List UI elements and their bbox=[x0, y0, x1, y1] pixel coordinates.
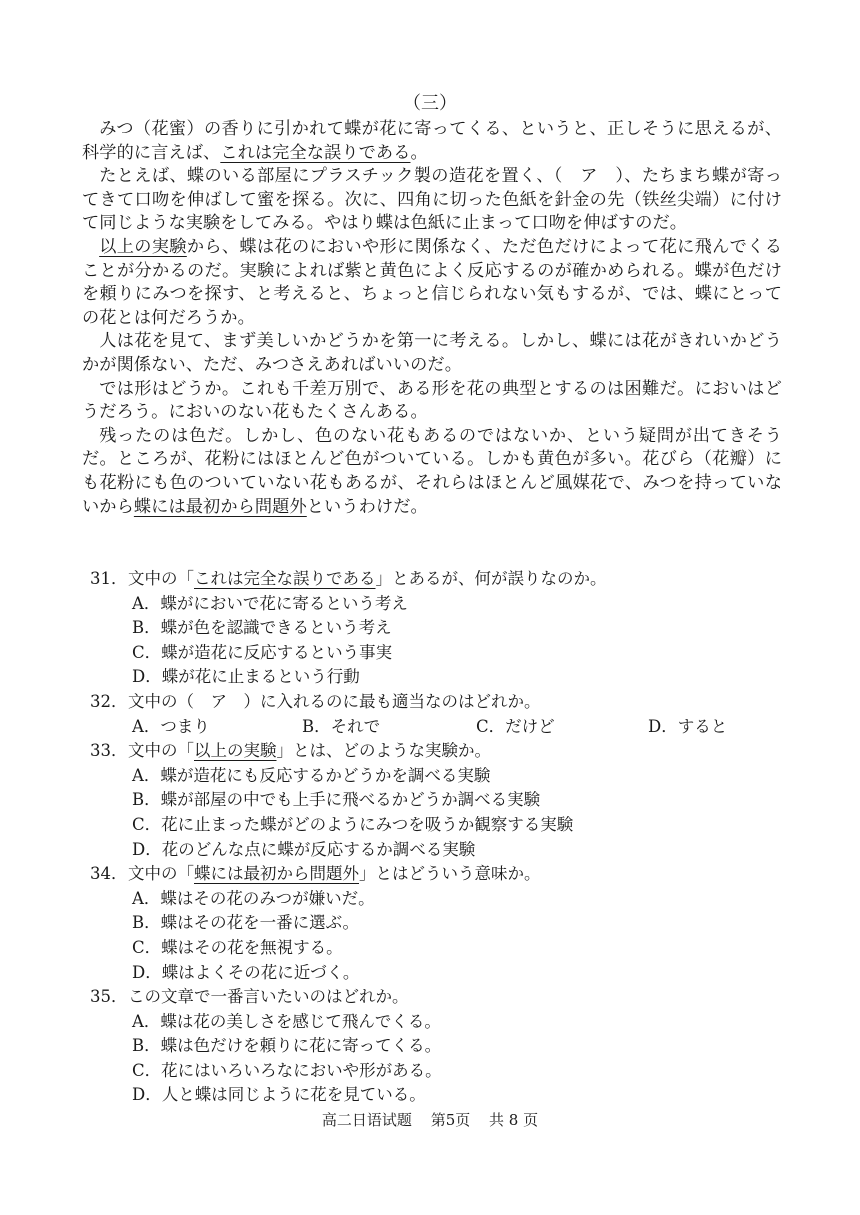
option-row bbox=[90, 715, 770, 740]
exam-name: 高二日语试题 bbox=[321, 1111, 412, 1129]
question-number: 33． bbox=[90, 741, 128, 761]
passage-text: 。 bbox=[410, 142, 428, 163]
question-stem bbox=[90, 739, 770, 764]
passage-text: から、蝶は花のにおいや形に関係なく、ただ色だけによって花に飛んでくることが分かるのだ。実験によれば紫と黄色によく反応するのが確かめられる。蝶が色だけを頼りにみつを探す、と考えると、ちょっと信じられない気もするが、では、蝶にとっての花とは何だろうか。 bbox=[82, 236, 782, 328]
option-c[interactable]: C．花に止まった蝶がどのようにみつを吸うか観察する実験 bbox=[132, 814, 574, 834]
question-number: 35． bbox=[90, 987, 128, 1007]
section-title: （三） bbox=[403, 93, 457, 114]
option-b[interactable]: B．蝶が色を認識できるという考え bbox=[132, 618, 392, 638]
option-b[interactable]: B．蝶はその花を一番に選ぶ。 bbox=[132, 913, 359, 933]
passage-paragraph-4: 人は花を見て、まず美しいかどうかを第一に考える。しかし、蝶には花がきれいかどうかが関係ない、ただ、みつさえあればいいのだ。 bbox=[82, 331, 782, 375]
question-text: 文中の「 bbox=[128, 864, 194, 884]
question-list bbox=[90, 567, 770, 1108]
passage-paragraph-2: たとえば、蝶のいる部屋にプラスチック製の造花を置く、（ ア ）、たちまち蝶が寄ってきて口吻を伸ばして蜜を探る。次に、四角に切った色紙を針金の先（铁丝尖端）に付けて同じような実験をしてみる。やはり蝶は色紙に止まって口吻を伸ばすのだ。 bbox=[82, 166, 782, 234]
question-stem bbox=[90, 690, 770, 715]
option-b[interactable]: B．蝶は色だけを頼りに花に寄ってくる。 bbox=[132, 1036, 442, 1056]
question-text: 」とはどういう意味か。 bbox=[359, 864, 541, 884]
question-33 bbox=[90, 739, 770, 862]
passage-paragraph-3 bbox=[82, 236, 782, 330]
page-number: 第5页 bbox=[430, 1111, 471, 1129]
passage-text: 残ったのは色だ。しかし、色のない花もあるのではないか、という疑問が出てきそうだ。ところが、花粉にはほとんど色がついている。しかも黄色が多い。花びら（花瓣）にも花粉にも色のついていない花もあるが、それらはほとんど風媒花で、みつを持っていないから bbox=[82, 425, 782, 517]
question-number: 32． bbox=[90, 691, 128, 711]
question-number: 34． bbox=[90, 864, 128, 884]
question-stem bbox=[90, 985, 770, 1010]
option-a[interactable]: A．蝶はその花のみつが嫌いだ。 bbox=[132, 888, 375, 908]
option-a[interactable]: A．蝶が造花にも反応するかどうかを調べる実験 bbox=[132, 765, 491, 785]
option-c[interactable]: C．花にはいろいろなにおいや形がある。 bbox=[132, 1060, 442, 1080]
question-stem bbox=[90, 567, 770, 592]
question-35 bbox=[90, 985, 770, 1108]
underlined-phrase: 以上の実験 bbox=[99, 236, 187, 257]
question-text: 文中の「 bbox=[128, 741, 194, 761]
underlined-phrase: これは完全な誤りである bbox=[220, 142, 411, 163]
page-footer bbox=[0, 1110, 860, 1130]
option-c[interactable]: C．蝶が造花に反応するという事実 bbox=[132, 642, 393, 662]
question-text: 文中の（ ア ）に入れるのに最も適当なのはどれか。 bbox=[128, 691, 541, 711]
question-text: 」とは、どのような実験か。 bbox=[276, 741, 491, 761]
underlined-phrase: 蝶には最初から問題外 bbox=[194, 864, 359, 884]
question-34 bbox=[90, 862, 770, 985]
option-c[interactable]: C．蝶はその花を無視する。 bbox=[132, 937, 343, 957]
option-a[interactable]: A．つまり bbox=[132, 716, 210, 736]
underlined-phrase: これは完全な誤りである bbox=[194, 569, 376, 588]
option-d[interactable]: D．すると bbox=[648, 716, 728, 736]
reading-passage bbox=[82, 118, 782, 519]
passage-paragraph-6 bbox=[82, 425, 782, 519]
option-c[interactable]: C．だけど bbox=[476, 716, 555, 736]
option-d[interactable]: D．人と蝶は同じように花を見ている。 bbox=[132, 1085, 426, 1105]
passage-paragraph-5: では形はどうか。これも千差万別で、ある形を花の典型とするのは困難だ。においはどうだろう。においのない花もたくさんある。 bbox=[82, 378, 782, 423]
option-a[interactable]: A．蝶は花の美しさを感じて飛んでくる。 bbox=[132, 1011, 441, 1031]
underlined-phrase: 蝶には最初から問題外 bbox=[133, 496, 307, 517]
passage-paragraph-1 bbox=[82, 118, 782, 165]
option-d[interactable]: D．花のどんな点に蝶が反応するか調べる実験 bbox=[132, 839, 476, 859]
underlined-phrase: 以上の実験 bbox=[194, 741, 277, 761]
question-number: 31． bbox=[90, 569, 128, 588]
option-b[interactable]: B．蝶が部屋の中でも上手に飛べるかどうか調べる実験 bbox=[132, 790, 541, 810]
passage-text: というわけだ。 bbox=[306, 496, 428, 517]
page-total: 共 8 页 bbox=[489, 1111, 539, 1129]
question-text: この文章で一番言いたいのはどれか。 bbox=[128, 987, 409, 1007]
option-b[interactable]: B．それで bbox=[302, 716, 381, 736]
question-32 bbox=[90, 690, 770, 739]
question-text: 文中の「 bbox=[128, 569, 194, 588]
passage-text: みつ（花蜜）の香りに引かれて蝶が花に寄ってくる、というと、正しそうに思えるが、科学的に言えば、 bbox=[82, 119, 782, 163]
question-31 bbox=[90, 567, 770, 690]
option-a[interactable]: A．蝶がにおいで花に寄るという考え bbox=[132, 593, 408, 613]
option-d[interactable]: D．蝶はよくその花に近づく。 bbox=[132, 962, 360, 982]
option-d[interactable]: D．蝶が花に止まるという行動 bbox=[132, 667, 360, 687]
question-stem bbox=[90, 862, 770, 887]
question-text: 」とあるが、何が誤りなのか。 bbox=[375, 569, 607, 588]
